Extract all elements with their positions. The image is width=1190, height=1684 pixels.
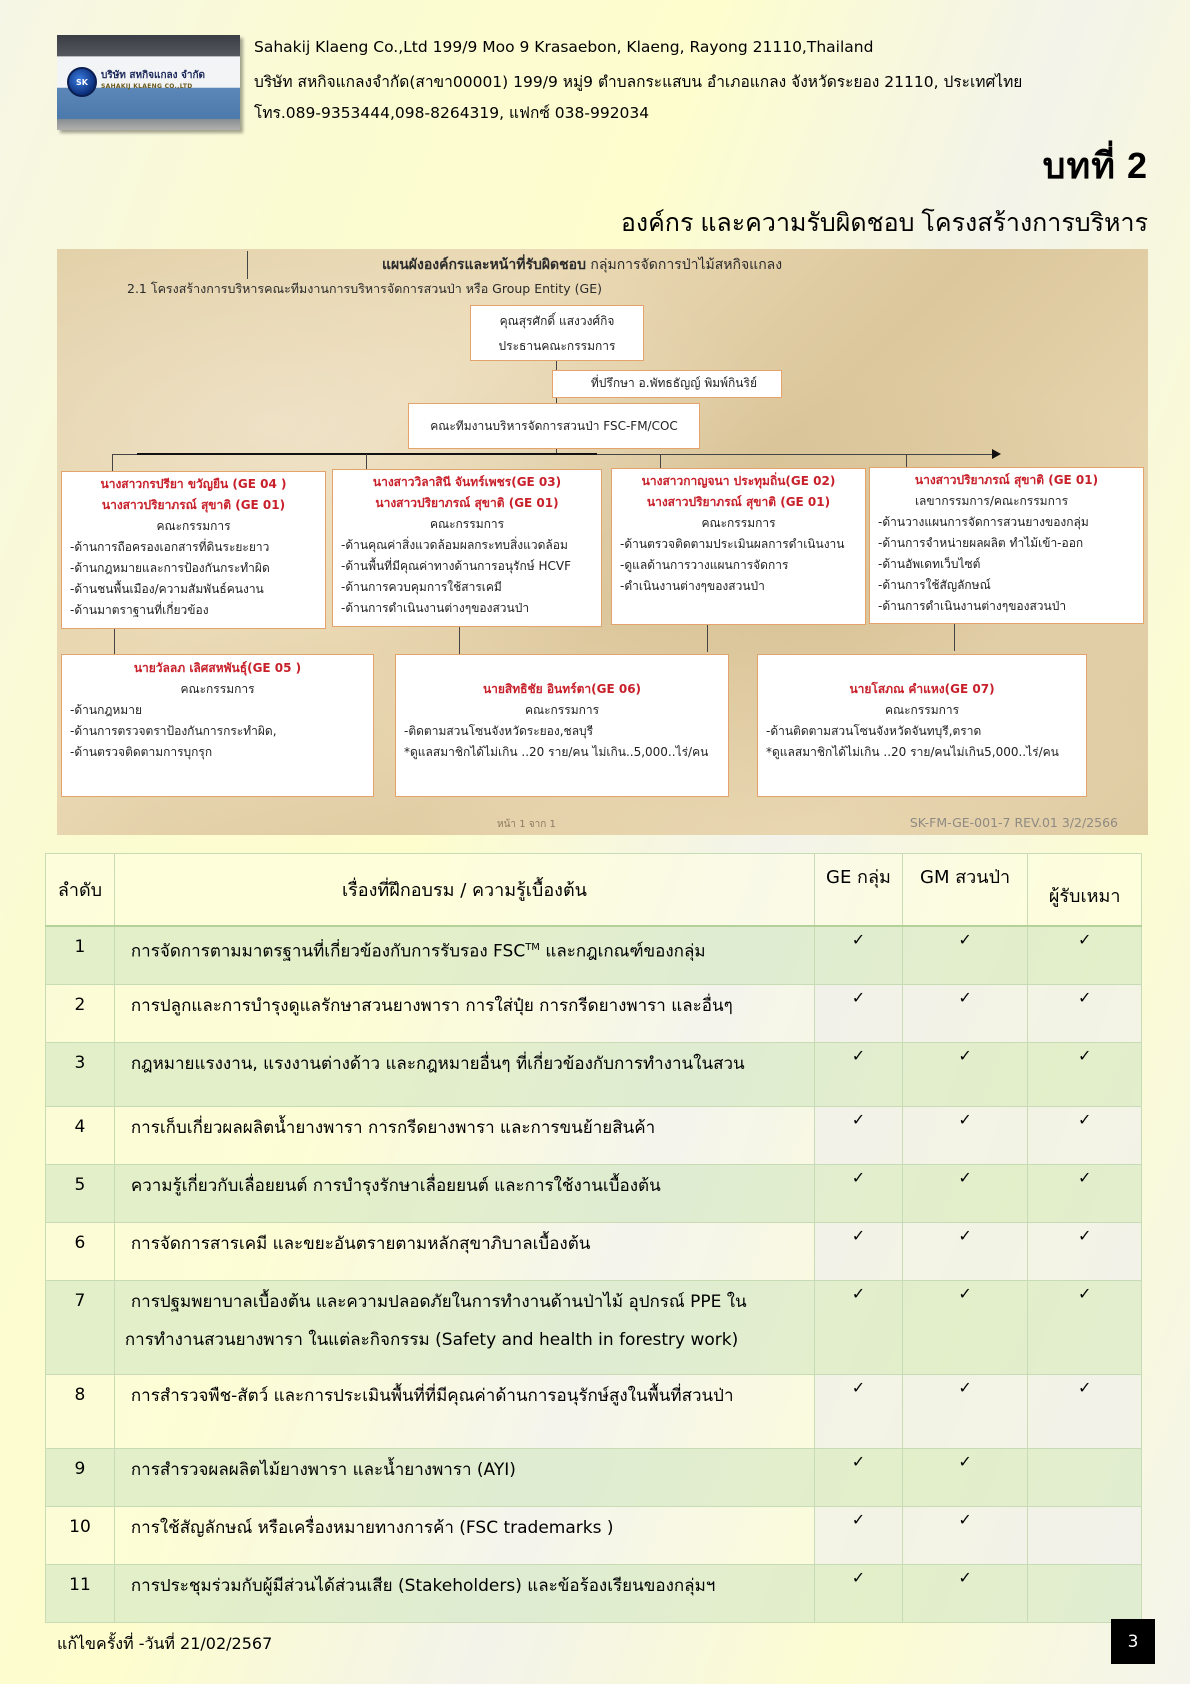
topic-text-line2: การทำงานสวนยางพารา ในแต่ละกิจกรรม (Safety and health in forestry work)	[124, 1329, 739, 1350]
check-cell-contractor	[1028, 1280, 1142, 1374]
chapter-number: บทที่ 2	[1042, 145, 1148, 186]
member-role: คณะกรรมการ	[884, 703, 960, 717]
org-chart-subtitle: 2.1 โครงสร้างการบริหารคณะทีมงานการบริหารจัดการสวนป่า หรือ Group Entity (GE)	[127, 281, 603, 296]
table-row	[46, 1564, 1142, 1622]
check-cell-gm	[902, 1164, 1028, 1222]
duty-item: -ด้านอัพเดทเว็บไซต์	[878, 557, 981, 571]
topic-text: กฎหมายแรงงาน, แรงงานต่างด้าว และกฎหมายอื่นๆ ที่เกี่ยวข้องกับการทำงานในสวน	[130, 1053, 745, 1074]
check-cell-contractor	[1028, 1506, 1142, 1564]
duty-item: -ด้านการควบคุมการใช้สารเคมี	[341, 580, 502, 594]
chairman-role: ประธานคณะกรรมการ	[498, 339, 616, 353]
topic-text: การจัดการตามมาตรฐานที่เกี่ยวข้องกับการรับรอง FSC	[130, 941, 526, 962]
company-address-th: บริษัท สหกิจแกลงจำกัด(สาขา00001) 199/9 หมู่9 ตำบลกระแสบน อำเภอแกลง จังหวัดระยอง 21110, ประเทศไทย	[254, 73, 1023, 91]
table-row	[46, 1106, 1142, 1164]
row-index: 8	[46, 1374, 115, 1448]
connector-line	[707, 625, 708, 652]
duty-item: *ดูแลสมาชิกได้ไม่เกิน ..20 ราย/คน ไม่เกิน..5,000..ไร่/คน	[404, 745, 709, 759]
check-cell-contractor	[1028, 1448, 1142, 1506]
org-chart-title: แผนผังองค์กรและหน้าที่รับผิดชอบ กลุ่มการจัดการป่าไม้สหกิจแกลง	[382, 257, 783, 273]
training-table	[45, 853, 1142, 1623]
checkmark-icon: ✓	[851, 1567, 866, 1587]
chairman-name: คุณสุรศักดิ์ แสงวงศ์กิจ	[499, 314, 615, 328]
row-index: 7	[46, 1280, 115, 1374]
row-index: 11	[46, 1564, 115, 1622]
topic-text: การจัดการสารเคมี และขยะอันตรายตามหลักสุขาภิบาลเบื้องต้น	[130, 1233, 591, 1254]
row-topic	[114, 1448, 814, 1506]
committee-box-ge06	[395, 654, 729, 797]
table-row	[46, 1374, 1142, 1448]
logo-emblem: SK	[67, 67, 97, 97]
checkmark-icon: ✓	[958, 1567, 972, 1587]
logo-sign-thai: บริษัท สหกิจแกลง จำกัด	[101, 70, 206, 81]
committee-box-ge07	[757, 654, 1087, 797]
connector-line	[247, 251, 248, 279]
check-cell-gm	[902, 1448, 1028, 1506]
committee-box-ge04	[61, 471, 326, 629]
topic-text: การประชุมร่วมกับผู้มีส่วนได้ส่วนเสีย (Stakeholders) และข้อร้องเรียนของกลุ่มฯ	[130, 1575, 716, 1596]
check-cell-contractor	[1028, 1106, 1142, 1164]
topic-text: การเก็บเกี่ยวผลผลิตน้ำยางพารา การกรีดยางพารา และการขนย้ายสินค้า	[130, 1117, 656, 1138]
duty-item: -ด้านการถือครองเอกสารที่ดินระยะยาว	[70, 540, 270, 554]
duty-item: -ด้านคุณค่าสิ่งแวดล้อมผลกระทบสิ่งแวดล้อม	[341, 538, 568, 552]
checkmark-icon: ✓	[851, 1451, 866, 1471]
check-cell-gm	[902, 1374, 1028, 1448]
checkmark-icon: ✓	[851, 1109, 866, 1129]
chairman-box	[470, 305, 644, 361]
team-box	[408, 403, 700, 449]
checkmark-icon: ✓	[1077, 930, 1092, 949]
topic-text: การปลูกและการบำรุงดูแลรักษาสวนยางพารา การใส่ปุ๋ย การกรีดยางพารา และอื่นๆ	[130, 995, 733, 1016]
member-role: คณะกรรมการ	[156, 519, 231, 533]
member-name: นางสาวปริยาภรณ์ สุขาติ (GE 01)	[375, 496, 559, 510]
check-cell-contractor	[1028, 1042, 1142, 1106]
checkmark-icon: ✓	[851, 987, 866, 1007]
logo-sign-english: SAHAKIJ KLAENG CO.,LTD	[101, 83, 193, 90]
check-cell-contractor	[1028, 984, 1142, 1042]
company-address-en: Sahakij Klaeng Co.,Ltd 199/9 Moo 9 Krasaebon, Klaeng, Rayong 21110,Thailand	[254, 38, 874, 56]
check-cell-ge	[815, 1448, 903, 1506]
row-index: 3	[46, 1042, 115, 1106]
row-index: 2	[46, 984, 115, 1042]
check-cell-ge	[815, 926, 903, 984]
checkmark-icon: ✓	[958, 1283, 972, 1303]
check-cell-ge	[815, 1164, 903, 1222]
member-role: คณะกรรมการ	[524, 703, 600, 717]
topic-text: การสำรวจพืช-สัตว์ และการประเมินพื้นที่ที่มีคุณค่าด้านการอนุรักษ์สูงในพื้นที่สวนป่า	[130, 1385, 734, 1406]
check-cell-ge	[815, 1374, 903, 1448]
row-topic	[114, 1042, 814, 1106]
row-topic	[114, 926, 814, 984]
checkmark-icon: ✓	[851, 1377, 866, 1397]
committee-box-ge02	[611, 468, 866, 625]
col-header-topic: เรื่องที่ฝึกอบรม / ความรู้เบื้องต้น	[114, 854, 814, 927]
member-name: นายสิทธิชัย อินทร์ตา(GE 06)	[482, 682, 642, 696]
connector-line	[114, 629, 115, 654]
table-row	[46, 984, 1142, 1042]
duty-item: *ดูแลสมาชิกได้ไม่เกิน ..20 ราย/คนไม่เกิน5,000..ไร่/คน	[766, 745, 1059, 759]
checkmark-icon: ✓	[851, 1509, 866, 1529]
checkmark-icon: ✓	[851, 1045, 866, 1065]
connector-line	[112, 454, 113, 471]
check-cell-contractor	[1028, 926, 1142, 984]
row-topic	[114, 1374, 814, 1448]
connector-line	[459, 627, 460, 654]
duty-item: -ติดตามสวนโซนจังหวัดระยอง,ชลบุรี	[404, 724, 594, 738]
row-index: 4	[46, 1106, 115, 1164]
check-cell-gm	[902, 1280, 1028, 1374]
checkmark-icon: ✓	[851, 1225, 866, 1245]
row-topic	[114, 984, 814, 1042]
col-header-gm: GM สวนป่า	[902, 854, 1028, 927]
table-row	[46, 1042, 1142, 1106]
check-cell-contractor	[1028, 1164, 1142, 1222]
check-cell-gm	[902, 1564, 1028, 1622]
member-name: นางสาวปริยาภรณ์ สุขาติ (GE 01)	[914, 473, 1099, 487]
duty-item: -ด้านชนพื้นเมือง/ความสัมพันธ์คนงาน	[70, 582, 264, 596]
member-name: นายโสภณ คำแหง(GE 07)	[849, 682, 995, 696]
row-topic	[114, 1222, 814, 1280]
table-row	[46, 1164, 1142, 1222]
duty-item: -ดำเนินงานต่างๆของสวนป่า	[620, 579, 765, 593]
duty-item: -ด้านมาตราฐานที่เกี่ยวข้อง	[70, 603, 209, 617]
duty-item: -ด้านตรวจติดตามประเมินผลการดำเนินงาน	[620, 537, 845, 551]
row-index: 6	[46, 1222, 115, 1280]
row-topic	[114, 1106, 814, 1164]
org-chart-page-label: หน้า 1 จาก 1	[497, 819, 556, 830]
topic-text: การสำรวจผลผลิตไม้ยางพารา และน้ำยางพารา (AYI)	[130, 1459, 516, 1480]
checkmark-icon: ✓	[958, 1509, 972, 1529]
check-cell-gm	[902, 1222, 1028, 1280]
org-chart	[57, 249, 1148, 835]
advisor-name: ที่ปรึกษา อ.พัทธธัญญ์ พิมพ์กินริย์	[590, 376, 757, 390]
company-logo	[57, 35, 240, 130]
revision-note: แก้ไขครั้งที่ -วันที่ 21/02/2567	[57, 1634, 273, 1653]
member-role: เลขากรรมการ/คณะกรรมการ	[914, 494, 1069, 508]
table-row	[46, 1280, 1142, 1374]
duty-item: -ด้านการดำเนินงานต่างๆของสวนป่า	[878, 599, 1067, 613]
row-index: 1	[46, 926, 115, 984]
checkmark-icon: ✓	[1077, 1225, 1092, 1245]
row-topic	[114, 1164, 814, 1222]
member-role: คณะกรรมการ	[429, 517, 505, 531]
check-cell-ge	[815, 984, 903, 1042]
table-row	[46, 1506, 1142, 1564]
table-row	[46, 1222, 1142, 1280]
checkmark-icon: ✓	[851, 1167, 866, 1187]
check-cell-contractor	[1028, 1564, 1142, 1622]
duty-item: -ด้านกฎหมาย	[70, 703, 142, 717]
member-role: คณะกรรมการ	[701, 516, 776, 530]
topic-text-continued: และกฎเกณฑ์ของกลุ่ม	[539, 941, 706, 962]
col-header-index: ลำดับ	[46, 854, 115, 927]
duty-item: -ด้านตรวจติดตามการบุกรุก	[70, 745, 213, 759]
check-cell-ge	[815, 1106, 903, 1164]
company-contact: โทร.089-9353444,098-8264319, แฟกซ์ 038-992034	[254, 104, 650, 122]
duty-item: -ด้านการตรวจตราป้องกันการกระทำผิด,	[70, 724, 277, 738]
checkmark-icon: ✓	[851, 1283, 866, 1303]
member-name: นายวัลลภ เลิศสหพันธุ์(GE 05 )	[133, 661, 302, 675]
check-cell-ge	[815, 1042, 903, 1106]
chapter-title: องค์กร และความรับผิดชอบ โครงสร้างการบริหาร	[620, 209, 1148, 237]
table-header-row	[46, 854, 1142, 927]
committee-box-ge01	[869, 467, 1144, 624]
checkmark-icon: ✓	[1077, 1167, 1092, 1187]
duty-item: -ด้านพื้นที่มีคุณค่าทางด้านการอนุรักษ์ HCVF	[341, 559, 571, 573]
checkmark-icon: ✓	[958, 1451, 972, 1471]
checkmark-icon: ✓	[958, 930, 972, 949]
check-cell-gm	[902, 1042, 1028, 1106]
check-cell-ge	[815, 1506, 903, 1564]
row-index: 9	[46, 1448, 115, 1506]
distribution-line-bold	[137, 453, 597, 455]
checkmark-icon: ✓	[958, 987, 972, 1007]
committee-box-ge05	[61, 654, 374, 797]
check-cell-gm	[902, 1106, 1028, 1164]
topic-text: ความรู้เกี่ยวกับเลื่อยยนต์ การบำรุงรักษาเลื่อยยนต์ และการใช้งานเบื้องต้น	[130, 1175, 661, 1196]
checkmark-icon: ✓	[1077, 1283, 1092, 1303]
col-header-ge: GE กลุ่ม	[815, 854, 903, 927]
duty-item: -ด้านติดตามสวนโซนจังหวัดจันทบุรี,ตราด	[766, 724, 982, 738]
connector-line	[366, 454, 367, 470]
arrow-right-icon	[992, 449, 1001, 459]
duty-item: -ด้านการใช้สัญลักษณ์	[878, 578, 991, 592]
checkmark-icon: ✓	[1077, 1045, 1092, 1065]
checkmark-icon: ✓	[958, 1377, 972, 1397]
page-number: 3	[1111, 1619, 1155, 1664]
check-cell-gm	[902, 1506, 1028, 1564]
row-topic	[114, 1506, 814, 1564]
row-topic	[114, 1564, 814, 1622]
check-cell-contractor	[1028, 1222, 1142, 1280]
org-chart-doc-code: SK-FM-GE-001-7 REV.01 3/2/2566	[909, 815, 1118, 830]
row-index: 10	[46, 1506, 115, 1564]
checkmark-icon: ✓	[958, 1167, 972, 1187]
checkmark-icon: ✓	[851, 930, 866, 949]
duty-item: -ด้านการดำเนินงานต่างๆของสวนป่า	[341, 601, 530, 615]
check-cell-contractor	[1028, 1374, 1142, 1448]
table-row	[46, 1448, 1142, 1506]
member-role: คณะกรรมการ	[180, 682, 255, 696]
check-cell-ge	[815, 1280, 903, 1374]
trademark-superscript: TM	[525, 942, 540, 953]
check-cell-gm	[902, 926, 1028, 984]
row-topic	[114, 1280, 814, 1374]
row-index: 5	[46, 1164, 115, 1222]
member-name: นางสาววิลาสินี จันทร์เพชร(GE 03)	[372, 475, 562, 489]
advisor-box	[552, 370, 782, 398]
checkmark-icon: ✓	[958, 1109, 972, 1129]
member-name: นางสาวกรปรียา ขวัญยืน (GE 04 )	[100, 477, 287, 491]
duty-item: -ดูแลด้านการวางแผนการจัดการ	[620, 558, 789, 572]
member-name: นางสาวปริยาภรณ์ สุขาติ (GE 01)	[646, 495, 831, 509]
member-name: นางสาวกาญจนา ประทุมถิ่น(GE 02)	[641, 474, 836, 488]
member-name: นางสาวปริยาภรณ์ สุขาติ (GE 01)	[101, 498, 286, 512]
duty-item: -ด้านกฎหมายและการป้องกันกระทำผิด	[70, 561, 270, 575]
checkmark-icon: ✓	[1077, 987, 1092, 1007]
table-row	[46, 926, 1142, 984]
checkmark-icon: ✓	[1077, 1377, 1092, 1397]
checkmark-icon: ✓	[1077, 1109, 1092, 1129]
check-cell-gm	[902, 984, 1028, 1042]
topic-text: การปฐมพยาบาลเบื้องต้น และความปลอดภัยในการทำงานด้านป่าไม้ อุปกรณ์ PPE ใน	[130, 1291, 747, 1312]
committee-box-ge03	[332, 469, 602, 627]
checkmark-icon: ✓	[958, 1225, 972, 1245]
col-header-contractor: ผู้รับเหมา	[1028, 854, 1142, 927]
checkmark-icon: ✓	[958, 1045, 972, 1065]
check-cell-ge	[815, 1222, 903, 1280]
team-name: คณะทีมงานบริหารจัดการสวนป่า FSC-FM/COC	[430, 419, 678, 433]
check-cell-ge	[815, 1564, 903, 1622]
duty-item: -ด้านวางแผนการจัดการสวนยางของกลุ่ม	[878, 515, 1089, 529]
duty-item: -ด้านการจำหน่ายผลผลิต ทำไม้เข้า-ออก	[878, 536, 1084, 550]
connector-line	[954, 624, 955, 651]
topic-text: การใช้สัญลักษณ์ หรือเครื่องหมายทางการค้า (FSC trademarks )	[130, 1517, 614, 1538]
